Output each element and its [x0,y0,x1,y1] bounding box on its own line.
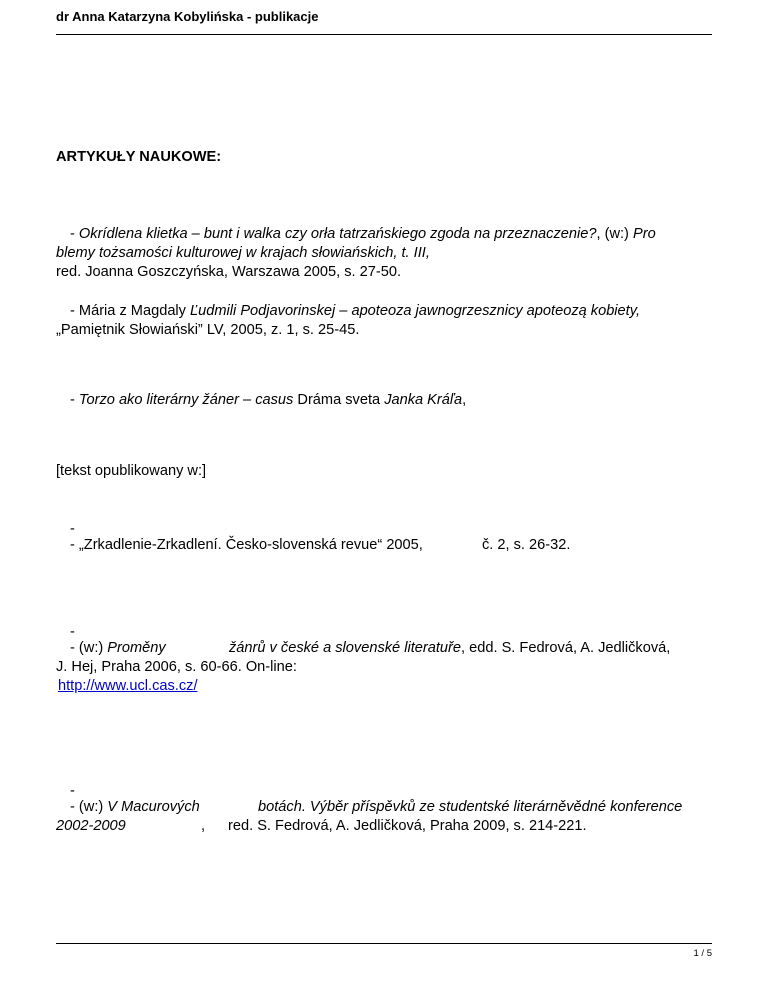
publication-entry-3 [70,391,466,409]
entry-3-author: Janka Kráľa [384,392,463,408]
sub-3-title-a: V Macurových [107,799,200,815]
section-title: ARTYKUŁY NAUKOWE: [56,149,222,165]
entry-1-separator: , (w:) [596,226,633,242]
sub-2-line-2: J. Hej, Praha 2006, s. 60-66. On-line: [56,659,297,675]
sub-2-title-b: žánrů v české a slovenské literatuře [229,640,461,656]
sub-1-issue: č. 2, s. 26-32. [482,537,571,553]
entry-1-title: Okrídlena klietka – bunt i walka czy orła tatrzańskiego zgoda na przeznaczenie? [78,226,597,242]
sub-2-online-link-wrap [58,677,198,695]
entry-2-line-1 [70,302,640,320]
sub-2-prefix: - (w:) [70,640,108,656]
entry-3-dash: - [70,392,79,408]
entry-3-comma: , [462,392,467,408]
sub-3-line-1 [70,798,200,816]
entry-2-journal-line: „Pamiętnik Słowiański” LV, 2005, z. 1, s. 25-45. [56,322,360,338]
sub-1-dash: - [70,521,75,537]
entry-2-title: Ľudmili Podjavorinskej – apoteoza jawnogrzesznicy apoteozą kobiety, [190,303,640,319]
sub-2-dash: - [70,624,75,640]
entry-1-book-part-a: Pro [632,226,656,242]
ucl-cas-link[interactable]: http://www.ucl.cas.cz/ [58,678,198,694]
footer-rule [56,943,712,944]
sub-3-comma: , [201,818,206,834]
sub-2-editors: , edd. S. Fedrová, A. Jedličková, [461,640,671,656]
entry-3-work-title: Dráma sveta [293,392,385,408]
sub-2-title-a: Proměny [107,640,166,656]
sub-3-editors: red. S. Fedrová, A. Jedličková, Praha 2009, s. 214-221. [228,818,587,834]
sub-1-journal [70,536,423,554]
entry-2-prefix: - Mária z Magdaly [70,303,191,319]
sub-3-title-b: botách. Výběr příspěvků ze studentské literárněvědné konference [258,799,683,815]
sub-2-line-1 [70,639,166,657]
entry-1-dash: - [70,226,79,242]
entry-1-editor-line: red. Joanna Goszczyńska, Warszawa 2005, s. 27-50. [56,264,402,280]
sub-1-journal-title: „Zrkadlenie-Zrkadlení. Česko-slovenská revue“ 2005, [78,537,423,553]
sub-3-prefix: - (w:) [70,799,108,815]
sub-2-line-1-cont [229,639,670,657]
sub-3-years: 2002-2009 [56,818,126,834]
sub-3-dash: - [70,783,75,799]
published-in-label: [tekst opublikowany w:] [56,463,207,479]
entry-1-book-part-b: blemy tożsamości kulturowej w krajach słowiańskich, t. III, [56,245,430,261]
document-header-title: dr Anna Katarzyna Kobylińska - publikacje [56,9,319,24]
page-number: 1 / 5 [693,948,712,959]
entry-1-line-1 [70,225,656,243]
header-rule [56,34,712,35]
entry-3-title-a: Torzo ako literárny žáner – casus [78,392,294,408]
sub-1-dash-prefix: - [70,537,79,553]
